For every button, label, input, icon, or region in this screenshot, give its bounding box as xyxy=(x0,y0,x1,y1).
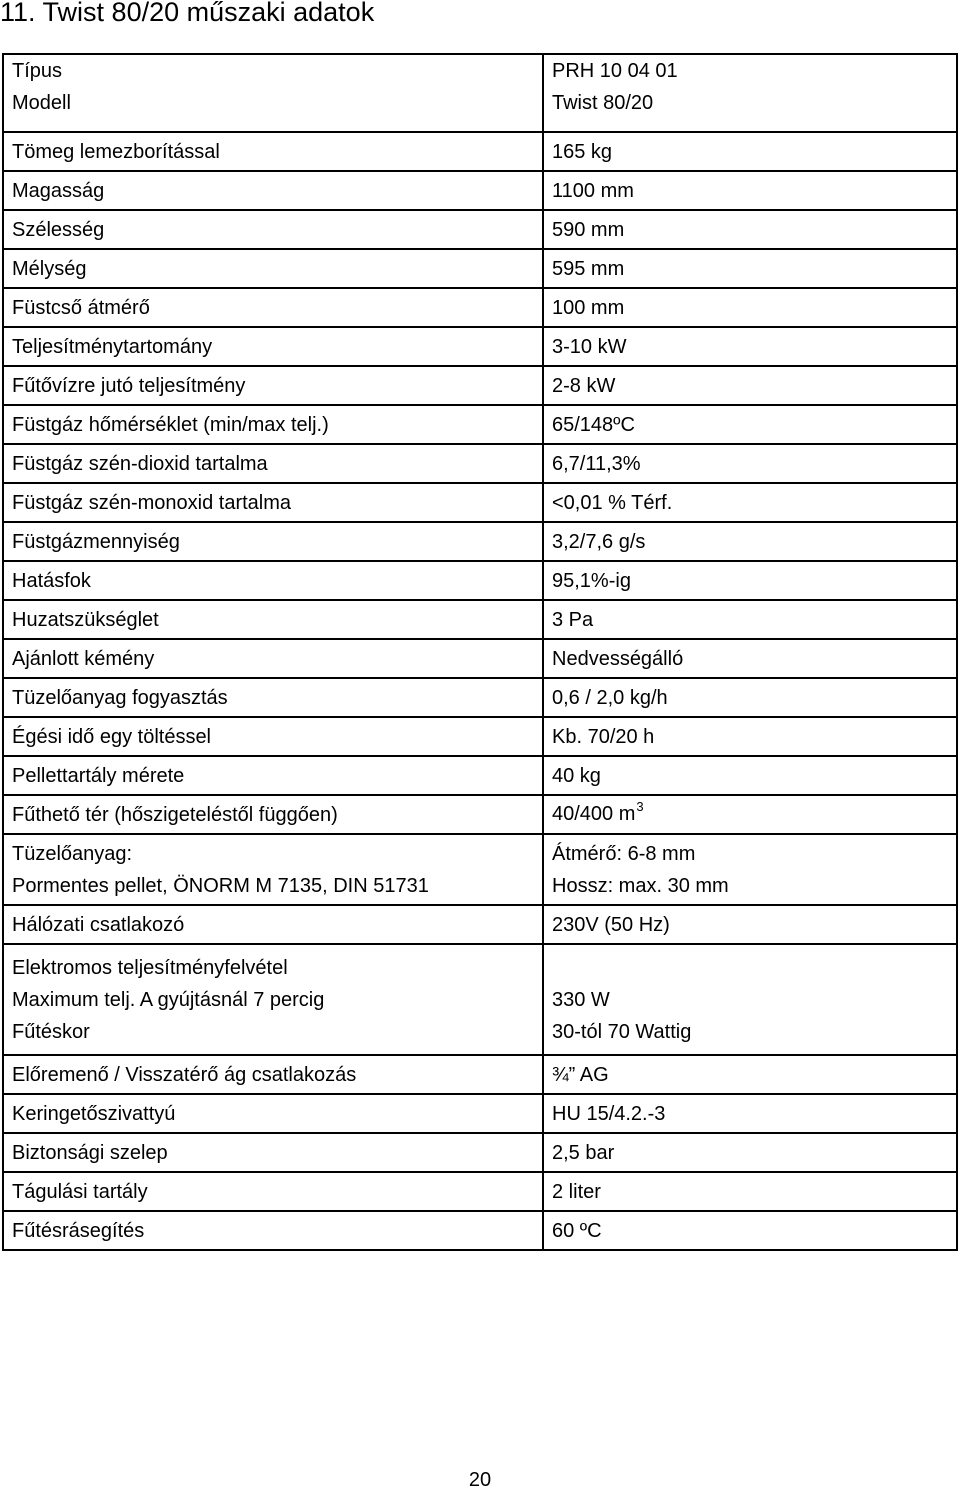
table-row xyxy=(3,249,957,288)
table-row xyxy=(3,678,957,717)
spec-value-text: 40/400 m xyxy=(552,802,636,825)
spec-value: 100 mm xyxy=(543,288,957,327)
spec-label: Tömeg lemezborítással xyxy=(3,132,543,171)
spec-value: 3 Pa xyxy=(543,600,957,639)
spec-label: Ajánlott kémény xyxy=(3,639,543,678)
spec-rows xyxy=(3,132,957,834)
table-row xyxy=(3,756,957,795)
spec-value: 1100 mm xyxy=(543,171,957,210)
fuel-label: Tüzelőanyag: xyxy=(12,842,133,865)
electric-label: Elektromos teljesítményfelvétel xyxy=(12,956,288,979)
table-row xyxy=(3,132,957,171)
spec-value: 3-10 kW xyxy=(543,327,957,366)
spec-label: Szélesség xyxy=(3,210,543,249)
electric-max-label: Maximum telj. A gyújtásnál 7 percig xyxy=(12,988,325,1011)
spec-value: 0,6 / 2,0 kg/h xyxy=(543,678,957,717)
spec-label: Fűtővízre jutó teljesítmény xyxy=(3,366,543,405)
table-row xyxy=(3,717,957,756)
spec-value xyxy=(543,795,957,834)
table-row xyxy=(3,444,957,483)
value-cell xyxy=(543,944,957,1055)
electric-max-value: 330 W xyxy=(552,988,610,1011)
spec-label: Magasság xyxy=(3,171,543,210)
page-title: 11. Twist 80/20 műszaki adatok xyxy=(0,0,375,27)
spec-label: Keringetőszivattyú xyxy=(3,1094,543,1133)
table-row xyxy=(3,1211,957,1250)
electric-blank-value xyxy=(552,952,956,984)
spec-value: HU 15/4.2.-3 xyxy=(543,1094,957,1133)
spec-label: Fűtésrásegítés xyxy=(3,1211,543,1250)
spec-value: 60 ºC xyxy=(543,1211,957,1250)
spec-label: Füstgázmennyiség xyxy=(3,522,543,561)
label-cell xyxy=(3,944,543,1055)
value-cell xyxy=(543,54,957,132)
fuel-spec-label: Pormentes pellet, ÖNORM M 7135, DIN 51731 xyxy=(12,874,429,897)
spec-label: Füstgáz szén-monoxid tartalma xyxy=(3,483,543,522)
spec-value: 2-8 kW xyxy=(543,366,957,405)
page-number: 20 xyxy=(468,1469,492,1491)
spec-label: Huzatszükséglet xyxy=(3,600,543,639)
table-row xyxy=(3,522,957,561)
table-row xyxy=(3,1133,957,1172)
spec-value: <0,01 % Térf. xyxy=(543,483,957,522)
spec-value: 2,5 bar xyxy=(543,1133,957,1172)
table-row xyxy=(3,1172,957,1211)
spec-label: Előremenő / Visszatérő ág csatlakozás xyxy=(3,1055,543,1094)
spec-label: Fűthető tér (hőszigeteléstől függően) xyxy=(3,795,543,834)
model-label: Modell xyxy=(12,92,71,114)
table-row xyxy=(3,561,957,600)
spec-label: Teljesítménytartomány xyxy=(3,327,543,366)
spec-value: 95,1%-ig xyxy=(543,561,957,600)
spec-value-superscript: 3 xyxy=(636,798,644,814)
model-value: Twist 80/20 xyxy=(552,92,654,114)
spec-label: Füstcső átmérő xyxy=(3,288,543,327)
electric-heating-value: 30-tól 70 Wattig xyxy=(552,1020,692,1043)
table-row-fuel xyxy=(3,834,957,905)
label-cell xyxy=(3,54,543,132)
table-row xyxy=(3,171,957,210)
table-row xyxy=(3,639,957,678)
spec-value: Kb. 70/20 h xyxy=(543,717,957,756)
type-value: PRH 10 04 01 xyxy=(552,60,678,82)
spec-value: 595 mm xyxy=(543,249,957,288)
spec-table xyxy=(2,53,958,1251)
spec-value: Nedvességálló xyxy=(543,639,957,678)
spec-label: Pellettartály mérete xyxy=(3,756,543,795)
table-row xyxy=(3,1055,957,1094)
table-row-network xyxy=(3,905,957,944)
spec-value: ¾” AG xyxy=(543,1055,957,1094)
table-row-electric xyxy=(3,944,957,1055)
network-label: Hálózati csatlakozó xyxy=(3,905,543,944)
spec-value: 165 kg xyxy=(543,132,957,171)
spec-value: 3,2/7,6 g/s xyxy=(543,522,957,561)
table-row xyxy=(3,210,957,249)
table-row-header xyxy=(3,54,957,132)
spec-label: Füstgáz szén-dioxid tartalma xyxy=(3,444,543,483)
table-row xyxy=(3,366,957,405)
spec-label: Mélység xyxy=(3,249,543,288)
spec-value: 6,7/11,3% xyxy=(543,444,957,483)
spec-label: Tágulási tartály xyxy=(3,1172,543,1211)
spec-value: 65/148ºC xyxy=(543,405,957,444)
fuel-length-value: Hossz: max. 30 mm xyxy=(552,874,729,897)
table-row xyxy=(3,1094,957,1133)
spec-label: Füstgáz hőmérséklet (min/max telj.) xyxy=(3,405,543,444)
spec-label: Biztonsági szelep xyxy=(3,1133,543,1172)
electric-heating-label: Fűtéskor xyxy=(12,1020,90,1043)
table-row xyxy=(3,288,957,327)
value-cell xyxy=(543,834,957,905)
spec-value: 590 mm xyxy=(543,210,957,249)
spec-value: 40 kg xyxy=(543,756,957,795)
spec-rows-tail xyxy=(3,1055,957,1250)
spec-label: Tüzelőanyag fogyasztás xyxy=(3,678,543,717)
fuel-diameter-value: Átmérő: 6-8 mm xyxy=(552,842,696,865)
label-cell xyxy=(3,834,543,905)
spec-value: 2 liter xyxy=(543,1172,957,1211)
table-row xyxy=(3,405,957,444)
table-row xyxy=(3,483,957,522)
table-row xyxy=(3,795,957,834)
table-row xyxy=(3,600,957,639)
table-row xyxy=(3,327,957,366)
spec-label: Égési idő egy töltéssel xyxy=(3,717,543,756)
spec-label: Hatásfok xyxy=(3,561,543,600)
network-value: 230V (50 Hz) xyxy=(543,905,957,944)
type-label: Típus xyxy=(12,60,63,82)
